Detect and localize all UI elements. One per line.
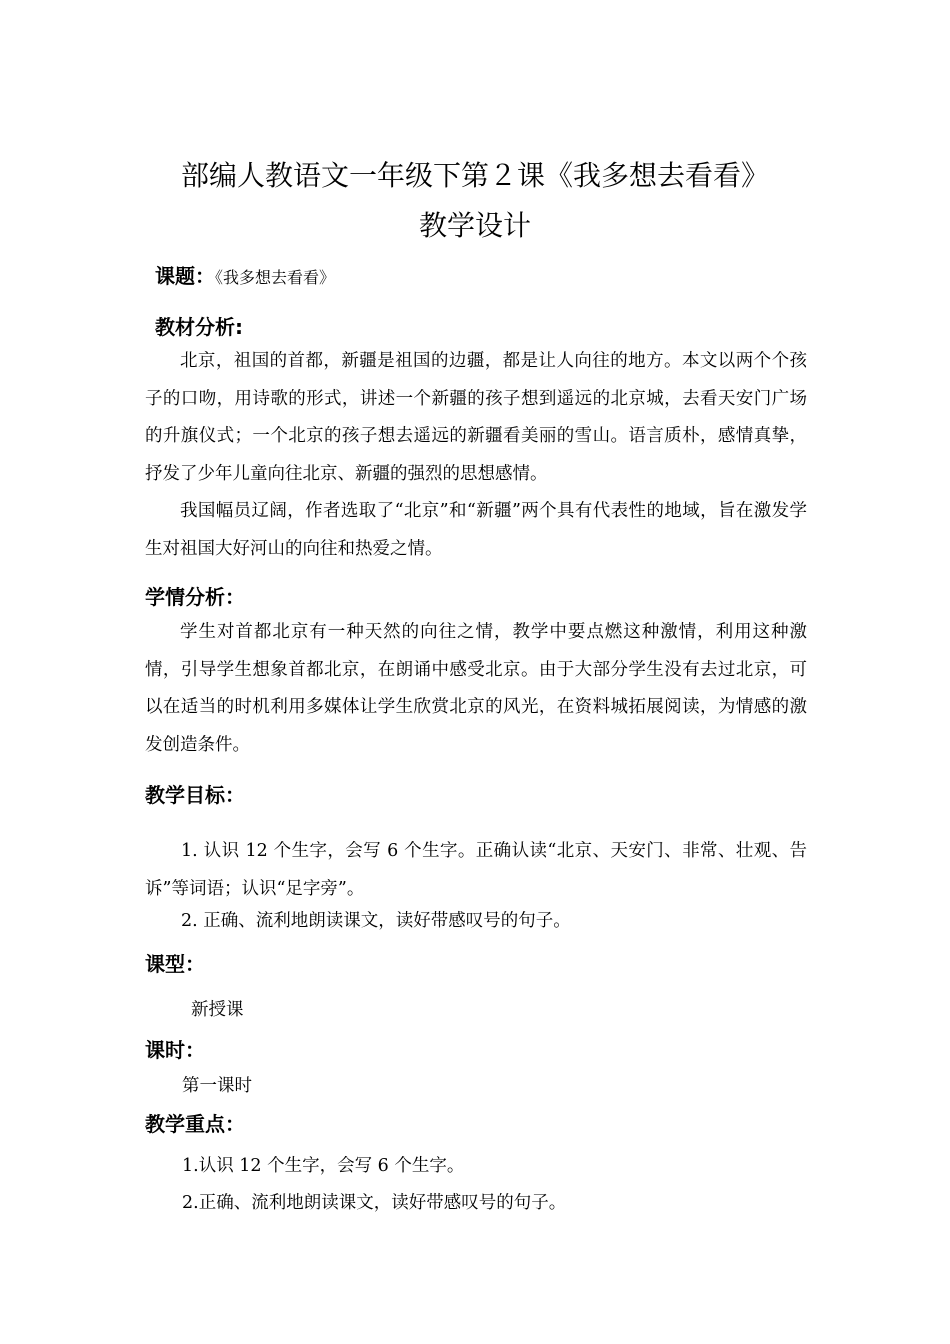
key-point-item-2: 2.正确、流利地朗读课文，读好带感叹号的句子。 — [182, 1193, 567, 1213]
lesson-type-heading: 课型： — [145, 952, 205, 976]
document-subtitle: 教学设计 — [418, 209, 531, 242]
material-paragraph-2: 我国幅员辽阔，作者选取了“北京”和“新疆”两个具有代表性的地域，旨在激发学生对祖国大好河山的向往和热爱之情。 — [145, 501, 807, 559]
students-heading: 学情分析： — [145, 585, 245, 609]
topic-value: 《我多想去看看》 — [215, 268, 336, 287]
students-paragraph: 学生对首都北京有一种天然的向往之情，教学中要点燃这种激情，利用这种激情，引导学生想象首都北京，在朗诵中感受北京。由于大部分学生没有去过北京，可以在适当的时机利用多媒体让学生欣赏北京的风光，在资料城拓展阅读，为情感的激发创造条件。 — [145, 622, 807, 755]
material-paragraph-1: 北京，祖国的首都，新疆是祖国的边疆，都是让人向往的地方。本文以两个个孩子的口吻，用诗歌的形式，讲述一个新疆的孩子想到遥远的北京城，去看天安门广场的升旗仪式；一个北京的孩子想去遥远的新疆看美丽的雪山。语言质朴，感情真挚，抒发了少年儿童向往北京、新疆的强烈的思想感情。 — [145, 351, 807, 484]
period-heading: 课时： — [145, 1038, 205, 1062]
key-point-item-1: 1.认识 12 个生字，会写 6 个生字。 — [182, 1156, 465, 1176]
goal-item-2: 2. 正确、流利地朗读课文，读好带感叹号的句子。 — [181, 911, 571, 931]
goals-heading: 教学目标： — [145, 783, 245, 807]
lesson-type-value: 新授课 — [191, 1000, 244, 1020]
key-points-heading: 教学重点： — [145, 1112, 245, 1136]
material-heading: 教材分析: — [155, 315, 243, 339]
topic-row — [155, 262, 335, 292]
topic-label: 课题： — [155, 264, 215, 288]
goal-item-1: 1. 认识 12 个生字，会写 6 个生字。正确认读“北京、天安门、非常、壮观、告诉”等词语；认识“足字旁”。 — [145, 841, 807, 899]
document-title: 部编人教语文一年级下第２课《我多想去看看》 — [180, 159, 769, 192]
period-value: 第一课时 — [182, 1076, 252, 1096]
